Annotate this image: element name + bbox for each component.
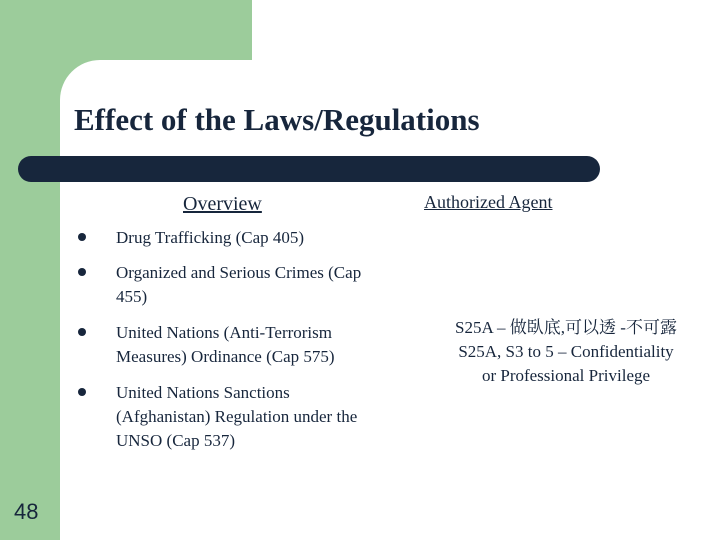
- overview-item-drug-trafficking: Drug Trafficking (Cap 405): [116, 228, 305, 247]
- bullet-dot: [78, 328, 86, 336]
- authorized-agent-details: [418, 316, 714, 388]
- title-underline-bar: [18, 156, 600, 182]
- agent-line: or Professional Privilege: [481, 366, 651, 385]
- slide-title: Effect of the Laws/Regulations: [74, 102, 480, 137]
- bullet-dot: [78, 233, 86, 241]
- decorative-green-strip-left: [0, 0, 60, 540]
- page-number: 48: [14, 499, 39, 524]
- authorized-agent-heading: Authorized Agent: [424, 192, 553, 212]
- overview-heading: Overview: [183, 193, 262, 215]
- agent-line: S25A – 做臥底,可以透 -不可露: [455, 318, 677, 337]
- agent-line: S25A, S3 to 5 – Confidentiality: [458, 342, 674, 361]
- overview-item-un-sanctions: United Nations Sanctions (Afghanistan) Regulation under the UNSO (Cap 537): [116, 383, 358, 450]
- bullet-dot: [78, 268, 86, 276]
- bullet-dot: [78, 388, 86, 396]
- overview-item-anti-terrorism: United Nations (Anti-Terrorism Measures) Ordinance (Cap 575): [116, 323, 335, 366]
- overview-item-organized-crimes: Organized and Serious Crimes (Cap 455): [116, 263, 362, 306]
